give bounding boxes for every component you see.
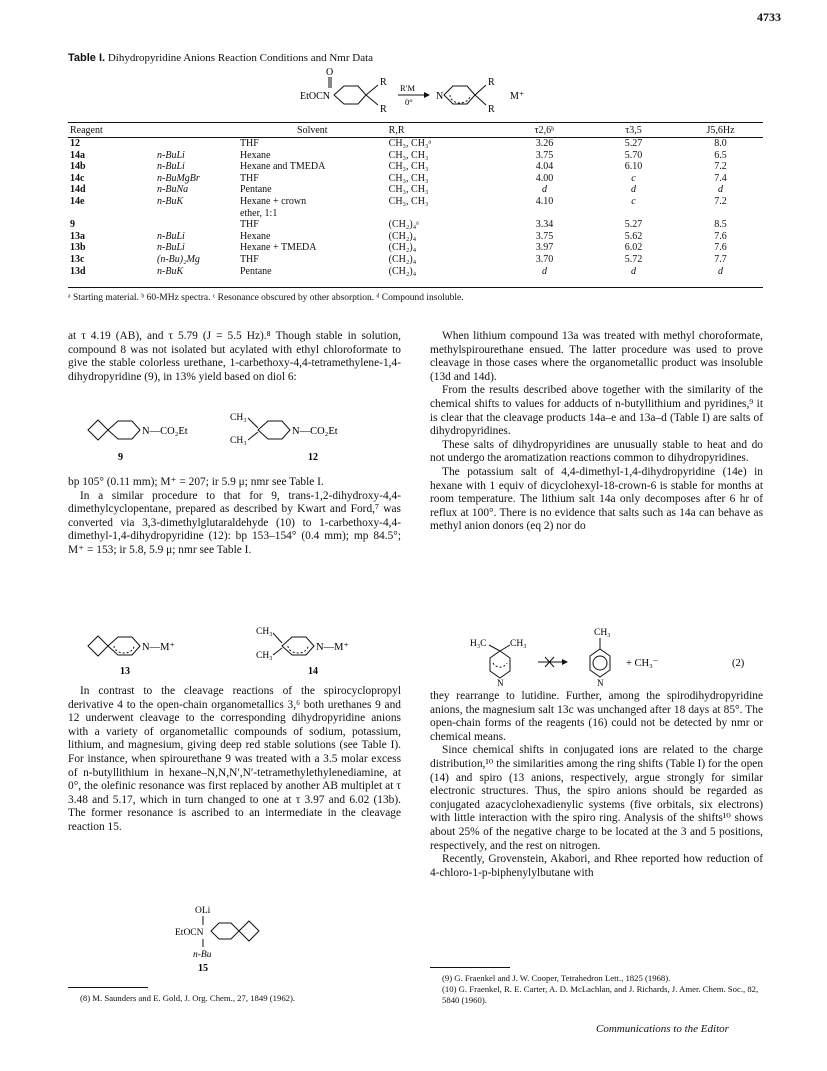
structure-12-label: 12 [308, 452, 318, 463]
cell-tau26: 3.75 [535, 230, 554, 242]
product-r-bottom: R [488, 104, 495, 115]
cell-j56: 7.2 [714, 161, 727, 173]
cell-tau26: 4.00 [535, 172, 554, 184]
left-paragraph-1: at τ 4.19 (AB), and τ 5.79 (J = 5.5 Hz).⁸ Though stable in solution, compound 8 was not isolated but acylated with ethyl chloroformate to give the stable colorless urethane, 1-carbethoxy-4,4-tetramethylene-1,4-dihydropyridine (9), in 13% yield based on diol 6: [68, 330, 401, 383]
nm-label-14: N—M⁺ [316, 642, 349, 653]
eq-n-right: N [597, 678, 604, 687]
col-solvent: Solvent [297, 125, 328, 136]
cell-solvent: Hexane + TMEDA [239, 242, 317, 254]
table-row [68, 138, 763, 150]
cell-base: (n-Bu)₂Mg [157, 253, 200, 265]
structure-15 [175, 903, 315, 973]
cell-j56: 8.0 [714, 138, 727, 149]
cell-solvent: THF [239, 253, 259, 265]
reactant-ring [334, 86, 366, 104]
cell-base: n-BuLi [157, 230, 185, 242]
cell-j56: 7.6 [714, 230, 727, 242]
cell-tau26: 3.70 [535, 253, 554, 265]
cell-tau35: c [631, 172, 636, 184]
cell-tau35: 5.27 [624, 138, 643, 149]
footnote-9: (9) G. Fraenkel and J. W. Cooper, Tetrahedron Lett., 1825 (1968). [442, 973, 671, 983]
oli-label: OLi [195, 906, 211, 916]
cell-rr: CH₃, CH₃ [388, 184, 429, 196]
eq-h3c-label: H₃C [470, 639, 487, 649]
cell-solvent: THF [239, 219, 259, 231]
cell-reagent: 14d [70, 184, 86, 196]
table-row [68, 184, 763, 196]
right-column [430, 330, 763, 534]
col-tau26: τ2,6ᵇ [534, 125, 555, 136]
table-header-row [68, 123, 763, 138]
cell-j56: 7.4 [714, 172, 727, 184]
cell-base [155, 219, 238, 231]
table-row [68, 219, 763, 231]
cell-tau35: d [630, 265, 636, 277]
right-paragraph-6: Since chemical shifts in conjugated ions are related to the charge distribution,¹⁰ the similarities among the ring shifts (Table I) for the open (14) and spiro (13 anions, respectively, argue strongly for similar electronic structures. Thus, the spiro anions should be regarded as conjugated azacyclohexadienylic systems (five orbitals, six electrons) with little interaction with the spiro ring. Analysis of the shifts¹⁰ shows about 25% of the negative charge to be located at the 3 and 5 positions, respectively, and the rest on nitrogen. [430, 744, 764, 852]
table-row [68, 161, 763, 173]
eq-reactant-ring [490, 651, 510, 678]
cell-base: n-BuLi [157, 242, 185, 254]
cell-tau35: 5.72 [624, 253, 643, 265]
cell-base [155, 138, 238, 150]
cell-j56: d [717, 265, 723, 277]
cyclopentane-15 [239, 921, 259, 941]
cell-reagent: 9 [70, 219, 75, 231]
right-paragraph-3: These salts of dihydropyridines are unusually stable to heat and do not undergo the aromatization reactions common to dihydropyridines. [430, 438, 763, 465]
cell-tau26: d [541, 265, 547, 277]
dihydropyridine-ring-13 [108, 637, 140, 655]
cell-reagent: 13b [70, 242, 86, 254]
left-paragraph-3: In a similar procedure to that for 9, trans-1,2-dihydroxy-4,4-dimethylcyclopentane, prepared as described by Kwart and Ford,⁷ was converted via 3,3-dimethylglutaraldehyde (10) to 1-carbethoxy-4,4-dimethyl-1,4-dihydropyridine (12): bp 153–154° (0.4 mm); mp 84.5°; M⁺ = 153; ir 5.8, 5.9 μ; nmr see Table I. [68, 489, 401, 556]
cell-j56: 7.7 [714, 253, 727, 265]
left-column [68, 330, 401, 384]
co2et-label-12: N—CO₂Et [292, 426, 338, 437]
eq-methyl-anion: + CH₃⁻ [626, 658, 659, 669]
footnote-rule-right [430, 967, 510, 968]
carbonyl-o-label: O [326, 67, 334, 78]
table-caption [68, 52, 373, 64]
cell-rr: (CH₂)₄ [388, 230, 417, 242]
cell-rr: (CH₂)₄ [388, 242, 417, 254]
cell-base: n-BuK [157, 265, 184, 277]
ring-15 [211, 923, 239, 939]
cell-tau35: 5.27 [624, 219, 643, 231]
journal-section: Communications to the Editor [596, 1023, 729, 1035]
cell-base: n-BuLi [157, 161, 185, 173]
cell-tau26 [500, 208, 589, 220]
cell-solvent: Hexane [239, 230, 271, 242]
col-base [155, 123, 238, 138]
co2et-label-9: N—CO₂Et [142, 426, 188, 437]
eq-number: (2) [732, 658, 745, 669]
structure-13-label: 13 [120, 666, 130, 677]
cell-tau35: 6.10 [624, 161, 643, 173]
structures-13-14 [80, 624, 400, 680]
cell-solvent: Hexane [239, 149, 271, 161]
cell-reagent: 14e [70, 195, 85, 207]
cell-reagent: 14c [70, 172, 85, 184]
footnote-rule-left [68, 987, 148, 988]
cell-rr: CH₃, CH₃ᵃ [388, 138, 432, 149]
cell-reagent: 14a [70, 149, 85, 161]
ch3-bottom-14: CH₃ [256, 651, 273, 661]
eq-ch3-label: CH₃ [510, 639, 527, 649]
product-charge-label: M⁺ [510, 91, 525, 102]
table-row [68, 254, 763, 266]
cell-tau26: 4.04 [535, 161, 554, 173]
cell-j56: 6.5 [714, 149, 727, 161]
r-bottom-label: R [380, 104, 387, 115]
cell-rr: CH₃, CH₃ [388, 172, 429, 184]
reaction-scheme [300, 66, 540, 120]
product-n-label: N [436, 91, 444, 102]
cell-tau35: c [631, 195, 636, 207]
col-j56: J5,6Hz [706, 125, 735, 136]
cell-reagent: 13a [70, 230, 85, 242]
right-paragraph-1: When lithium compound 13a was treated with methyl choroformate, methylspirourethane ensued. The latter procedure was used to prove cleavage in those cases where the organometallic product was insoluble (13d and 14d). [430, 330, 763, 383]
table-row [68, 173, 763, 185]
table-title: Dihydropyridine Anions Reaction Conditions and Nmr Data [107, 52, 374, 64]
cell-j56: 8.5 [714, 219, 727, 231]
table-row [68, 150, 763, 162]
cell-rr: (CH₂)₄ [388, 265, 417, 277]
table-row [68, 196, 763, 208]
reagent-label: R′M [400, 83, 416, 93]
cell-solvent: THF [239, 172, 259, 184]
left-paragraph-2: bp 105° (0.11 mm); M⁺ = 207; ir 5.9 μ; nmr see Table I. [68, 476, 324, 488]
page-number: 4733 [757, 10, 781, 24]
cell-j56: 7.6 [714, 242, 727, 254]
cell-reagent [68, 208, 155, 220]
ch3-top-12: CH₃ [230, 413, 247, 423]
structure-14-label: 14 [308, 666, 318, 677]
eq-ch3-top-label: CH₃ [594, 628, 611, 638]
data-table [68, 123, 763, 277]
table-footnote: ᵃ Starting material. ᵇ 60-MHz spectra. ᶜ Resonance obscured by other absorption. ᵈ Compound insoluble. [68, 293, 464, 303]
cell-solvent: Hexane + crown [239, 195, 307, 207]
cell-reagent: 12 [70, 138, 80, 149]
table-row [68, 242, 763, 254]
dihydropyridine-ring-14 [282, 637, 314, 655]
cell-solvent: ether, 1:1 [239, 207, 278, 219]
cell-solvent: Pentane [239, 184, 272, 196]
dihydropyridine-ring-9 [108, 421, 140, 439]
table-bottom-rule [68, 287, 763, 288]
cell-solvent: Pentane [239, 265, 272, 277]
cell-tau26: 3.75 [535, 149, 554, 161]
table-row [68, 266, 763, 278]
equation-2 [470, 625, 770, 687]
cell-tau35: 5.62 [624, 230, 643, 242]
dihydropyridine-ring-12 [258, 421, 290, 439]
table-label: Table I. [68, 52, 106, 64]
cyclopentane-13 [88, 636, 108, 656]
cell-reagent: 14b [70, 161, 86, 173]
product-r-top: R [488, 77, 495, 88]
temp-label: 0° [405, 97, 413, 107]
cell-tau26: 3.97 [535, 242, 554, 254]
left-paragraph-4: In contrast to the cleavage reactions of the spirocyclopropyl derivative 4 to the open-chain organometallics 3,⁶ both urethanes 9 and 12 underwent cleavage to the corresponding dihydropyridine anions with a variety of organometallic compounds of sodium, potassium, lithium, and magnesium, giving deep red stable solutions (see Table I). For instance, when spirourethane 9 was treated with a 3.5 molar excess of n-butyllithium in hexane–N,N,N′,N′-tetramethylethylenediamine, at 0°, the olefinic resonance was first replaced by another AB multiplet at τ 3.48 and 5.17, which in turn changed to one at τ 3.97 and 6.02 (13b). The former resonance is ascribed to an intermediate in the cleavage reaction 15. [68, 685, 401, 833]
cell-base: n-BuNa [157, 184, 189, 196]
cell-rr: CH₃, CH₃ [388, 161, 429, 173]
left-column-lower [68, 476, 401, 558]
cyclopentane-9 [88, 420, 108, 440]
cell-base: n-BuMgBr [157, 172, 200, 184]
cell-j56: 7.2 [714, 195, 727, 207]
table-row [68, 231, 763, 243]
cell-base: n-BuK [157, 195, 184, 207]
cell-solvent: THF [239, 138, 259, 149]
left-column-bottom [68, 685, 401, 835]
footnote-10: (10) G. Fraenkel, R. E. Carter, A. D. McLachlan, and J. Richards, J. Amer. Chem. Soc., 82, 5840 (1960). [442, 984, 759, 1005]
r-top-label: R [380, 77, 387, 88]
cell-j56: d [717, 184, 723, 196]
cell-tau26: 3.34 [535, 219, 554, 231]
nm-label-13: N—M⁺ [142, 642, 175, 653]
right-paragraph-2: From the results described above together with the similarity of the chemical shifts to values for adducts of n-butyllithium and pyridines,⁹ it is clear that the cleavage products 14a–e and 13a–d (Table I) are salts of dihydropyridines. [430, 384, 763, 438]
cell-base [155, 208, 238, 220]
cell-tau26: d [541, 184, 547, 196]
col-tau35: τ3,5 [625, 125, 642, 136]
ch3-top-14: CH₃ [256, 627, 273, 637]
cell-rr [387, 208, 500, 220]
cell-rr: CH₃, CH₃ [388, 195, 429, 207]
ch3-bottom-12: CH₃ [230, 436, 247, 446]
right-paragraph-5: they rearrange to lutidine. Further, among the spirodihydropyridine anions, the magnesium salt 13c was unchanged after 18 days at 85°. The open-chain forms of the reagents (16) could not be detected by nmr or chemical means. [430, 690, 763, 743]
cell-tau35: 6.02 [624, 242, 643, 254]
structure-9-label: 9 [118, 452, 123, 463]
cell-tau26: 4.10 [535, 195, 554, 207]
cell-solvent: Hexane and TMEDA [239, 161, 326, 173]
cell-base: n-BuLi [157, 149, 185, 161]
cell-tau35: d [630, 184, 636, 196]
right-paragraph-7: Recently, Grovenstein, Akabori, and Rhee reported how reduction of 4-chloro-1-p-biphenylylbutane with [430, 853, 763, 879]
footnote-8: (8) M. Saunders and E. Gold, J. Org. Chem., 27, 1849 (1962). [80, 993, 296, 1003]
cell-reagent: 13d [70, 265, 86, 277]
structures-9-12 [80, 408, 400, 470]
cell-tau35: 5.70 [624, 149, 643, 161]
etocn-label: EtOCN [175, 928, 204, 938]
reactant-label: EtOCN [300, 91, 330, 102]
cell-j56 [678, 208, 763, 220]
cell-rr: (CH₂)₄ᵃ [388, 219, 419, 231]
col-reagent: Reagent [70, 125, 103, 136]
table-row [68, 208, 763, 220]
right-column-lower [430, 690, 763, 880]
cell-tau35 [589, 208, 678, 220]
cell-reagent: 13c [70, 253, 85, 265]
col-rr: R,R [388, 125, 405, 136]
cell-rr: (CH₂)₄ [388, 253, 417, 265]
cell-tau26: 3.26 [535, 138, 554, 149]
eq-n-left: N [497, 678, 504, 687]
cell-rr: CH₃, CH₃ [388, 149, 429, 161]
n-bu-label: n-Bu [193, 950, 212, 960]
structure-15-label: 15 [198, 963, 208, 973]
right-paragraph-4: The potassium salt of 4,4-dimethyl-1,4-dihydropyridine (14e) in hexane with 1 equiv of dicyclohexyl-18-crown-6 is stable for months at room temperature. The lithium salt 14a only decomposes after 6 hr of reflux at 100°. There is no evidence that salts such as 14a can behave as methyl anion donors (eq 2) nor do [430, 465, 763, 533]
